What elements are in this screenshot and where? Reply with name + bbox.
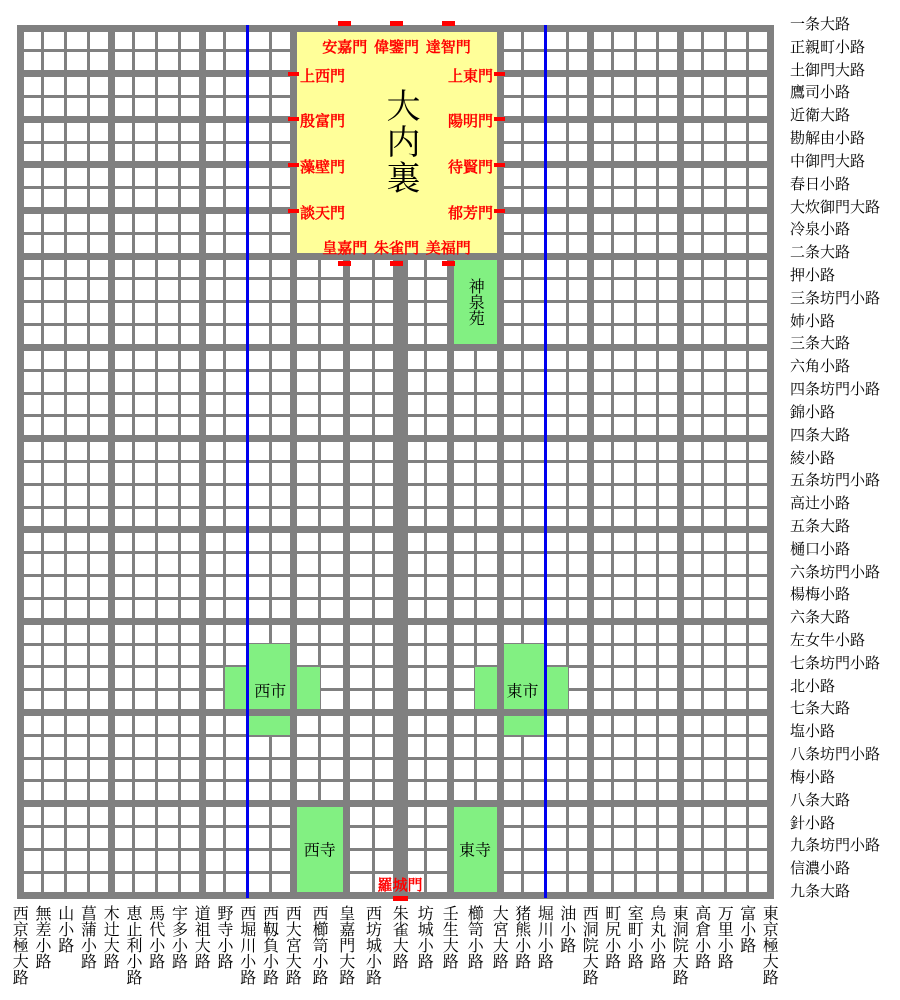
street-label-五条坊門小路: 五条坊門小路	[790, 471, 881, 490]
street-label-四条大路: 四条大路	[790, 425, 851, 444]
street-label-櫛笥小路: 櫛笥小路	[465, 905, 485, 969]
suzaku-avenue	[393, 254, 408, 898]
street-line-猪熊小路	[521, 25, 524, 899]
street-label-鷹司小路: 鷹司小路	[790, 83, 851, 102]
gate-tick-美福門	[442, 261, 455, 266]
street-line-道祖大路	[199, 25, 206, 899]
street-line-油小路	[566, 25, 569, 899]
gate-label-朱雀門: 朱雀門	[373, 239, 420, 257]
street-label-無差小路: 無差小路	[33, 905, 53, 969]
street-label-近衛大路: 近衛大路	[790, 106, 851, 125]
street-label-樋口小路: 樋口小路	[790, 539, 851, 558]
street-line-宇多小路	[178, 25, 181, 899]
street-label-左女牛小路: 左女牛小路	[790, 631, 866, 650]
street-line-西洞院大路	[587, 25, 594, 899]
street-label-五条大路: 五条大路	[790, 516, 851, 535]
street-label-北小路: 北小路	[790, 676, 836, 695]
street-line-馬代小路	[155, 25, 158, 899]
street-line-野寺小路	[223, 25, 226, 899]
street-label-西櫛笥小路: 西櫛笥小路	[310, 905, 330, 985]
street-label-富小路: 富小路	[737, 905, 757, 953]
street-label-中御門大路: 中御門大路	[790, 151, 866, 170]
street-line-東洞院大路	[677, 25, 684, 899]
street-label-高倉小路: 高倉小路	[692, 905, 712, 969]
street-label-西靱負小路: 西靱負小路	[260, 905, 280, 985]
street-label-三条大路: 三条大路	[790, 334, 851, 353]
site-area-西市-top	[248, 644, 294, 667]
street-label-押小路: 押小路	[790, 265, 836, 284]
gate-label-藻壁門: 藻壁門	[300, 157, 346, 176]
street-label-道祖大路: 道祖大路	[192, 905, 212, 969]
street-line-万里小路	[724, 25, 727, 899]
gate-tick-朱雀門	[390, 261, 403, 266]
gate-label-偉鑒門: 偉鑒門	[373, 38, 420, 56]
street-label-西大宮大路: 西大宮大路	[283, 905, 303, 985]
street-label-勘解由小路: 勘解由小路	[790, 129, 866, 148]
street-label-梅小路: 梅小路	[790, 767, 836, 786]
street-label-塩小路: 塩小路	[790, 722, 836, 741]
gate-tick-上東門	[494, 72, 505, 76]
street-line-高倉小路	[701, 25, 704, 899]
street-label-恵止利小路: 恵止利小路	[124, 905, 144, 985]
street-label-西坊城小路: 西坊城小路	[363, 905, 383, 985]
palace-label: 大内裏	[380, 88, 420, 196]
street-label-西洞院大路: 西洞院大路	[580, 905, 600, 985]
street-label-東洞院大路: 東洞院大路	[670, 905, 690, 985]
street-label-西京極大路: 西京極大路	[10, 905, 30, 985]
rajomon-tick	[393, 896, 408, 901]
street-line-木辻大路	[108, 25, 115, 899]
street-line-山小路	[64, 25, 67, 899]
street-label-二条大路: 二条大路	[790, 243, 851, 262]
street-label-大宮大路: 大宮大路	[490, 905, 510, 969]
gate-label-談天門: 談天門	[300, 203, 346, 222]
street-label-木辻大路: 木辻大路	[101, 905, 121, 969]
gate-label-郁芳門: 郁芳門	[447, 203, 493, 222]
street-label-堀川小路: 堀川小路	[535, 905, 555, 969]
street-label-姉小路: 姉小路	[790, 311, 836, 330]
street-label-七条坊門小路: 七条坊門小路	[790, 653, 881, 672]
street-label-九条大路: 九条大路	[790, 882, 851, 900]
street-label-烏丸小路: 烏丸小路	[647, 905, 667, 969]
gate-label-上東門: 上東門	[447, 66, 493, 85]
gate-tick-殷富門	[288, 117, 299, 121]
street-line-烏丸小路	[656, 25, 659, 899]
street-label-壬生大路: 壬生大路	[440, 905, 460, 969]
street-label-土御門大路: 土御門大路	[790, 60, 866, 79]
gate-label-殷富門: 殷富門	[300, 112, 346, 131]
gate-tick-上西門	[288, 72, 299, 76]
site-label-東市: 東市	[506, 681, 539, 701]
street-label-万里小路: 万里小路	[715, 905, 735, 969]
street-label-八条大路: 八条大路	[790, 790, 851, 809]
street-label-六角小路: 六角小路	[790, 357, 851, 376]
street-label-六条坊門小路: 六条坊門小路	[790, 562, 881, 581]
canal-line-西堀川小路	[246, 25, 249, 898]
street-label-宇多小路: 宇多小路	[169, 905, 189, 969]
canal-line-堀川小路	[544, 25, 547, 898]
street-label-七条大路: 七条大路	[790, 699, 851, 718]
street-label-菖蒲小路: 菖蒲小路	[78, 905, 98, 969]
street-label-朱雀大路: 朱雀大路	[390, 905, 410, 969]
street-label-室町小路: 室町小路	[625, 905, 645, 969]
street-label-油小路: 油小路	[557, 905, 577, 953]
street-label-大炊御門大路: 大炊御門大路	[790, 197, 881, 216]
street-line-恵止利小路	[132, 25, 135, 899]
street-label-綾小路: 綾小路	[790, 448, 836, 467]
gate-tick-安嘉門	[338, 21, 351, 26]
gate-label-美福門: 美福門	[425, 239, 471, 257]
street-line-町尻小路	[611, 25, 614, 899]
street-label-正親町小路: 正親町小路	[790, 37, 866, 56]
site-label-神泉苑: 神泉苑	[466, 277, 486, 326]
gate-label-陽明門: 陽明門	[447, 112, 493, 131]
street-label-東京極大路: 東京極大路	[760, 905, 780, 985]
street-label-町尻小路: 町尻小路	[602, 905, 622, 969]
street-label-一条大路: 一条大路	[790, 15, 851, 33]
gate-label-皇嘉門: 皇嘉門	[322, 239, 368, 257]
street-line-西京極大路	[17, 25, 24, 899]
street-label-九条坊門小路: 九条坊門小路	[790, 836, 881, 855]
street-line-菖蒲小路	[87, 25, 90, 899]
site-area-東市-top	[500, 644, 545, 667]
gate-tick-達智門	[442, 21, 455, 26]
street-line-東京極大路	[767, 25, 774, 899]
street-line-室町小路	[634, 25, 637, 899]
street-label-猪熊小路: 猪熊小路	[512, 905, 532, 969]
gate-tick-郁芳門	[494, 209, 505, 213]
street-label-春日小路: 春日小路	[790, 174, 851, 193]
street-line-富小路	[746, 25, 749, 899]
gate-label-上西門: 上西門	[300, 66, 346, 85]
street-label-山小路: 山小路	[55, 905, 75, 953]
street-label-楊梅小路: 楊梅小路	[790, 585, 851, 604]
street-line-西靱負小路	[269, 25, 272, 899]
gate-tick-陽明門	[494, 117, 505, 121]
street-label-錦小路: 錦小路	[790, 402, 836, 421]
street-label-皇嘉門大路: 皇嘉門大路	[336, 905, 356, 985]
street-label-西堀川小路: 西堀川小路	[237, 905, 257, 985]
street-label-八条坊門小路: 八条坊門小路	[790, 745, 881, 764]
street-label-六条大路: 六条大路	[790, 608, 851, 627]
site-label-西市: 西市	[254, 681, 287, 701]
gate-tick-談天門	[288, 209, 299, 213]
site-label-東寺: 東寺	[458, 840, 492, 860]
gate-tick-偉鑒門	[390, 21, 403, 26]
street-line-無差小路	[41, 25, 44, 899]
gate-tick-待賢門	[494, 163, 505, 167]
rajomon-label: 羅城門	[377, 876, 423, 894]
gate-tick-藻壁門	[288, 163, 299, 167]
site-label-西寺: 西寺	[303, 840, 336, 860]
street-label-坊城小路: 坊城小路	[415, 905, 435, 969]
street-label-馬代小路: 馬代小路	[146, 905, 166, 969]
street-label-野寺小路: 野寺小路	[215, 905, 235, 969]
street-label-針小路: 針小路	[790, 813, 836, 832]
gate-label-達智門: 達智門	[425, 38, 471, 56]
street-label-冷泉小路: 冷泉小路	[790, 220, 851, 239]
gate-label-安嘉門: 安嘉門	[322, 38, 368, 56]
street-label-高辻小路: 高辻小路	[790, 494, 851, 513]
street-label-三条坊門小路: 三条坊門小路	[790, 288, 881, 307]
street-label-四条坊門小路: 四条坊門小路	[790, 380, 881, 399]
gate-label-待賢門: 待賢門	[447, 157, 493, 176]
street-label-信濃小路: 信濃小路	[790, 859, 851, 878]
gate-tick-皇嘉門	[338, 261, 351, 266]
